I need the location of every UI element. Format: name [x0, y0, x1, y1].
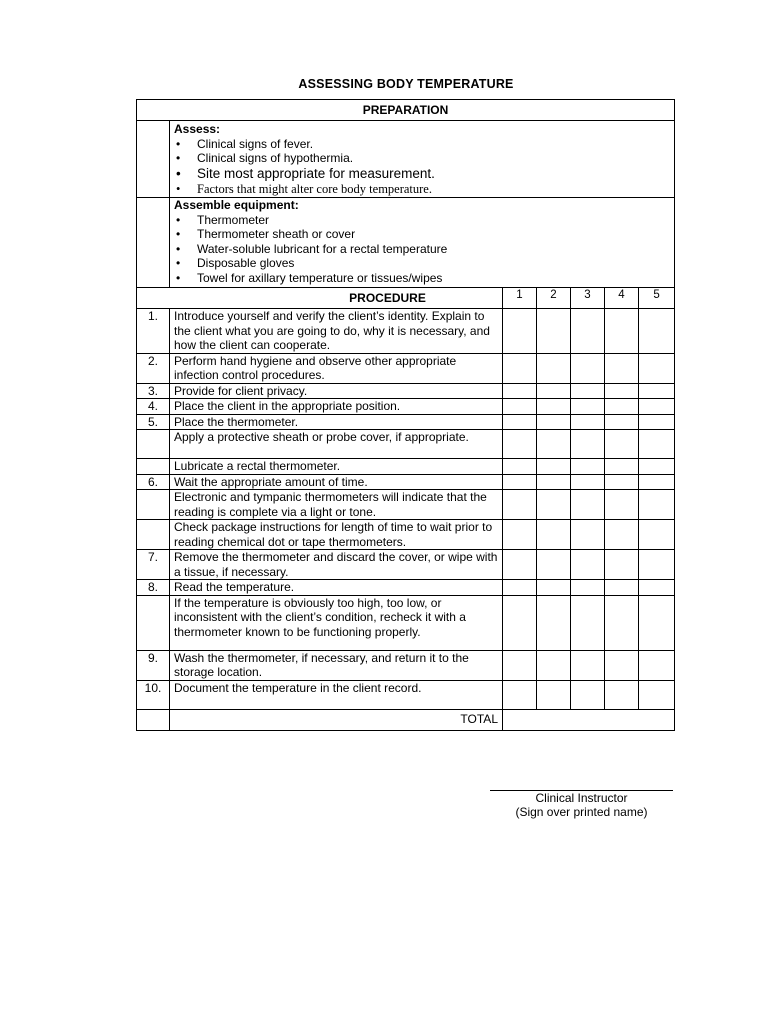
score-column-5: 5: [639, 288, 675, 309]
preparation-header: PREPARATION: [137, 100, 675, 121]
equipment-num-cell: [137, 198, 170, 288]
equipment-item: • Water-soluble lubricant for a rectal temperature: [174, 242, 670, 257]
score-cell-5[interactable]: [639, 414, 675, 430]
assess-item: • Clinical signs of fever.: [174, 137, 670, 152]
step-number: 2.: [137, 353, 170, 383]
step-text: Place the client in the appropriate position.: [170, 399, 503, 415]
equipment-item: • Thermometer: [174, 213, 670, 228]
score-cell-2[interactable]: [537, 459, 571, 475]
score-cell-3[interactable]: [571, 399, 605, 415]
step-text: Place the thermometer.: [170, 414, 503, 430]
score-cell-4[interactable]: [605, 490, 639, 520]
score-column-3: 3: [571, 288, 605, 309]
procedure-row: [137, 383, 675, 399]
score-cell-1[interactable]: [503, 399, 537, 415]
equipment-label: Assemble equipment:: [174, 198, 299, 212]
signature-instruction: (Sign over printed name): [515, 805, 648, 819]
score-cell-2[interactable]: [537, 520, 571, 550]
score-cell-5[interactable]: [639, 650, 675, 680]
assess-row: [137, 121, 675, 198]
score-cell-3[interactable]: [571, 459, 605, 475]
score-cell-4[interactable]: [605, 680, 639, 709]
score-cell-5[interactable]: [639, 580, 675, 596]
score-cell-2[interactable]: [537, 399, 571, 415]
step-text: Document the temperature in the client record.: [170, 680, 503, 709]
step-text: Wait the appropriate amount of time.: [170, 474, 503, 490]
step-number: [137, 459, 170, 475]
score-cell-2[interactable]: [537, 474, 571, 490]
score-cell-3[interactable]: [571, 430, 605, 459]
step-text: Introduce yourself and verify the client’s identity. Explain to the client what you are going to do, why it is necessary, and how the client can cooperate.: [170, 309, 503, 354]
assess-item: • Clinical signs of hypothermia.: [174, 151, 670, 166]
score-cell-4[interactable]: [605, 430, 639, 459]
step-number: 1.: [137, 309, 170, 354]
procedure-header: PROCEDURE: [137, 288, 503, 309]
assess-list: [174, 137, 670, 197]
procedure-row: [137, 520, 675, 550]
score-cell-1[interactable]: [503, 430, 537, 459]
score-cell-2[interactable]: [537, 650, 571, 680]
score-cell-1[interactable]: [503, 580, 537, 596]
step-text: Wash the thermometer, if necessary, and return it to the storage location.: [170, 650, 503, 680]
score-cell-1[interactable]: [503, 414, 537, 430]
score-cell-5[interactable]: [639, 474, 675, 490]
step-text: Lubricate a rectal thermometer.: [170, 459, 503, 475]
score-cell-1[interactable]: [503, 550, 537, 580]
total-row: [137, 709, 675, 730]
score-cell-1[interactable]: [503, 474, 537, 490]
score-cell-4[interactable]: [605, 650, 639, 680]
procedure-row: [137, 680, 675, 709]
step-text: Electronic and tympanic thermometers will indicate that the reading is complete via a light or tone.: [170, 490, 503, 520]
score-cell-4[interactable]: [605, 580, 639, 596]
score-cell-1[interactable]: [503, 353, 537, 383]
signature-title: Clinical Instructor: [535, 791, 628, 805]
score-cell-3[interactable]: [571, 580, 605, 596]
equipment-item: • Thermometer sheath or cover: [174, 227, 670, 242]
score-cell-2[interactable]: [537, 580, 571, 596]
score-cell-5[interactable]: [639, 399, 675, 415]
score-cell-4[interactable]: [605, 520, 639, 550]
score-cell-1[interactable]: [503, 680, 537, 709]
score-cell-4[interactable]: [605, 353, 639, 383]
procedure-row: [137, 550, 675, 580]
score-cell-3[interactable]: [571, 490, 605, 520]
score-cell-2[interactable]: [537, 430, 571, 459]
step-number: 5.: [137, 414, 170, 430]
step-text: Check package instructions for length of time to wait prior to reading chemical dot or tape thermometers.: [170, 520, 503, 550]
equipment-cell: [170, 198, 675, 288]
score-cell-4[interactable]: [605, 459, 639, 475]
procedure-row: [137, 309, 675, 354]
equipment-list: [174, 213, 670, 286]
score-cell-4[interactable]: [605, 414, 639, 430]
score-cell-1[interactable]: [503, 490, 537, 520]
step-text: If the temperature is obviously too high, too low, or inconsistent with the client’s condition, recheck it with a thermometer known to be functioning properly.: [170, 595, 503, 650]
score-column-1: 1: [503, 288, 537, 309]
score-cell-4[interactable]: [605, 399, 639, 415]
equipment-item: • Disposable gloves: [174, 256, 670, 271]
score-cell-1[interactable]: [503, 650, 537, 680]
score-cell-3[interactable]: [571, 353, 605, 383]
step-text: Apply a protective sheath or probe cover, if appropriate.: [170, 430, 503, 459]
score-cell-2[interactable]: [537, 490, 571, 520]
step-number: 10.: [137, 680, 170, 709]
procedure-row: [137, 490, 675, 520]
step-number: 4.: [137, 399, 170, 415]
step-number: [137, 430, 170, 459]
score-cell-1[interactable]: [503, 309, 537, 354]
score-cell-1[interactable]: [503, 459, 537, 475]
step-number: [137, 595, 170, 650]
score-cell-3[interactable]: [571, 414, 605, 430]
step-text: Perform hand hygiene and observe other appropriate infection control procedures.: [170, 353, 503, 383]
equipment-row: [137, 198, 675, 288]
step-text: Read the temperature.: [170, 580, 503, 596]
score-column-2: 2: [537, 288, 571, 309]
score-cell-3[interactable]: [571, 650, 605, 680]
step-number: 3.: [137, 383, 170, 399]
total-score-cell[interactable]: [503, 709, 675, 730]
preparation-header-row: [137, 100, 675, 121]
score-cell-2[interactable]: [537, 353, 571, 383]
checklist-table: [136, 99, 675, 731]
score-cell-2[interactable]: [537, 680, 571, 709]
score-cell-5[interactable]: [639, 309, 675, 354]
score-cell-3[interactable]: [571, 309, 605, 354]
procedure-row: [137, 353, 675, 383]
score-cell-1[interactable]: [503, 383, 537, 399]
step-number: 7.: [137, 550, 170, 580]
score-cell-5[interactable]: [639, 353, 675, 383]
assess-cell: [170, 121, 675, 198]
score-cell-2[interactable]: [537, 550, 571, 580]
procedure-row: [137, 474, 675, 490]
step-number: [137, 520, 170, 550]
step-number: [137, 490, 170, 520]
score-cell-4[interactable]: [605, 474, 639, 490]
assess-item: • Site most appropriate for measurement.: [174, 166, 670, 182]
step-text: Provide for client privacy.: [170, 383, 503, 399]
step-text: Remove the thermometer and discard the cover, or wipe with a tissue, if necessary.: [170, 550, 503, 580]
score-cell-3[interactable]: [571, 680, 605, 709]
procedure-row: [137, 399, 675, 415]
score-cell-5[interactable]: [639, 520, 675, 550]
score-cell-5[interactable]: [639, 459, 675, 475]
score-cell-3[interactable]: [571, 595, 605, 650]
score-cell-2[interactable]: [537, 414, 571, 430]
procedure-header-row: [137, 288, 675, 309]
score-cell-3[interactable]: [571, 550, 605, 580]
procedure-row: [137, 459, 675, 475]
score-cell-5[interactable]: [639, 680, 675, 709]
score-cell-2[interactable]: [537, 309, 571, 354]
assess-num-cell: [137, 121, 170, 198]
procedure-row: [137, 595, 675, 650]
step-number: 9.: [137, 650, 170, 680]
score-cell-4[interactable]: [605, 383, 639, 399]
score-cell-4[interactable]: [605, 309, 639, 354]
score-cell-5[interactable]: [639, 430, 675, 459]
score-cell-3[interactable]: [571, 520, 605, 550]
assess-item: • Factors that might alter core body temperature.: [174, 182, 670, 197]
score-cell-4[interactable]: [605, 595, 639, 650]
total-num-cell: [137, 709, 170, 730]
score-column-4: 4: [605, 288, 639, 309]
step-number: 6.: [137, 474, 170, 490]
score-cell-2[interactable]: [537, 383, 571, 399]
total-label: TOTAL: [170, 709, 503, 730]
equipment-item: • Towel for axillary temperature or tissues/wipes: [174, 271, 670, 286]
procedure-row: [137, 414, 675, 430]
score-cell-3[interactable]: [571, 383, 605, 399]
score-cell-5[interactable]: [639, 595, 675, 650]
procedure-row: [137, 650, 675, 680]
score-cell-1[interactable]: [503, 520, 537, 550]
score-cell-3[interactable]: [571, 474, 605, 490]
score-cell-5[interactable]: [639, 550, 675, 580]
score-cell-5[interactable]: [639, 490, 675, 520]
score-cell-2[interactable]: [537, 595, 571, 650]
score-cell-1[interactable]: [503, 595, 537, 650]
step-number: 8.: [137, 580, 170, 596]
score-cell-5[interactable]: [639, 383, 675, 399]
score-cell-4[interactable]: [605, 550, 639, 580]
assess-label: Assess:: [174, 122, 221, 136]
page-title: ASSESSING BODY TEMPERATURE: [298, 77, 514, 91]
procedure-row: [137, 580, 675, 596]
procedure-row: [137, 430, 675, 459]
